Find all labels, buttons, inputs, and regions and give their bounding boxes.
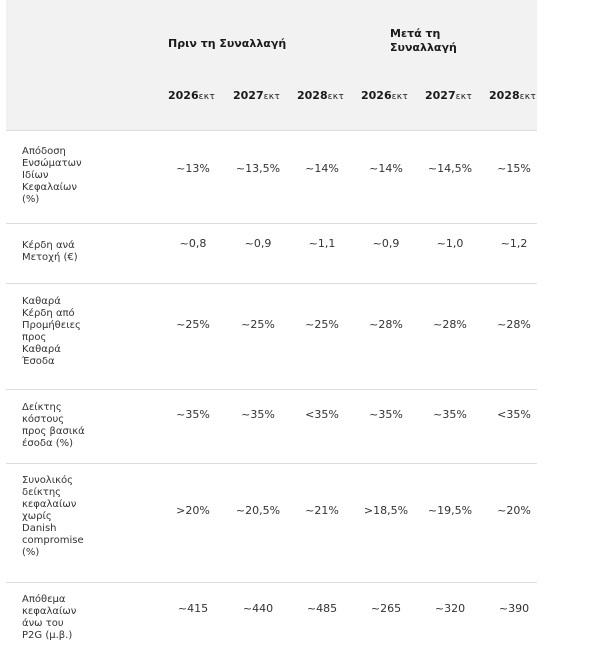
table-cell: ~440 <box>242 602 274 615</box>
table-cell: ~1,0 <box>436 237 464 250</box>
table-cell: ~0,9 <box>372 237 400 250</box>
table-row <box>6 389 537 464</box>
table-cell: >18,5% <box>363 504 409 517</box>
table-cell: ~35% <box>369 408 403 421</box>
row-label: Απόθεμα κεφαλαίων άνω του P2G (μ.β.) <box>22 594 77 641</box>
year-header: 2027εκτ <box>425 89 473 102</box>
table-cell: ~390 <box>498 602 530 615</box>
table-cell: >20% <box>176 504 210 517</box>
year-header: 2026εκτ <box>361 89 409 102</box>
table-header <box>6 0 537 130</box>
table-row <box>6 463 537 583</box>
table-cell: ~28% <box>369 318 403 331</box>
table-cell: ~0,9 <box>244 237 272 250</box>
table-cell: ~25% <box>176 318 210 331</box>
table-cell: <35% <box>305 408 339 421</box>
year-header: 2026εκτ <box>168 89 216 102</box>
table-cell: ~14% <box>305 162 339 175</box>
table-cell: ~28% <box>497 318 531 331</box>
table-cell: ~415 <box>177 602 209 615</box>
row-label: Δείκτης κόστους προς βασικά έσοδα (%) <box>22 402 85 449</box>
table-cell: ~485 <box>306 602 338 615</box>
after-transaction-header: Μετά τη Συναλλαγή <box>390 27 457 54</box>
year-header: 2027εκτ <box>233 89 281 102</box>
table-cell: ~20,5% <box>235 504 281 517</box>
year-header: 2028εκτ <box>489 89 537 102</box>
table-row <box>6 582 537 650</box>
table-cell: ~28% <box>433 318 467 331</box>
table-cell: ~25% <box>241 318 275 331</box>
table-row <box>6 130 537 224</box>
table-row <box>6 223 537 284</box>
row-label: Απόδοση Ενσώματων Ιδίων Κεφαλαίων (%) <box>22 146 82 205</box>
table-cell: ~1,1 <box>308 237 336 250</box>
row-label: Καθαρά Κέρδη από Προμήθειες προς Καθαρά Έσοδα <box>22 296 81 367</box>
row-label: Συνολικός δείκτης κεφαλαίων χωρίς Danish compromise (%) <box>22 475 84 558</box>
table-cell: ~20% <box>497 504 531 517</box>
table-cell: ~320 <box>434 602 466 615</box>
table-cell: <35% <box>497 408 531 421</box>
table-cell: ~13,5% <box>235 162 281 175</box>
table-cell: ~35% <box>241 408 275 421</box>
before-transaction-header: Πριν τη Συναλλαγή <box>168 37 287 50</box>
table-cell: ~265 <box>370 602 402 615</box>
table-cell: ~14% <box>369 162 403 175</box>
year-header: 2028εκτ <box>297 89 345 102</box>
table-cell: ~35% <box>433 408 467 421</box>
table-cell: ~19,5% <box>427 504 473 517</box>
table-cell: ~14,5% <box>427 162 473 175</box>
table-cell: ~13% <box>176 162 210 175</box>
table-cell: ~21% <box>305 504 339 517</box>
table-cell: ~25% <box>305 318 339 331</box>
table-cell: ~15% <box>497 162 531 175</box>
table-cell: ~35% <box>176 408 210 421</box>
table-row <box>6 283 537 390</box>
table-cell: ~0,8 <box>179 237 207 250</box>
table-cell: ~1,2 <box>500 237 528 250</box>
row-label: Κέρδη ανά Μετοχή (€) <box>22 240 78 263</box>
